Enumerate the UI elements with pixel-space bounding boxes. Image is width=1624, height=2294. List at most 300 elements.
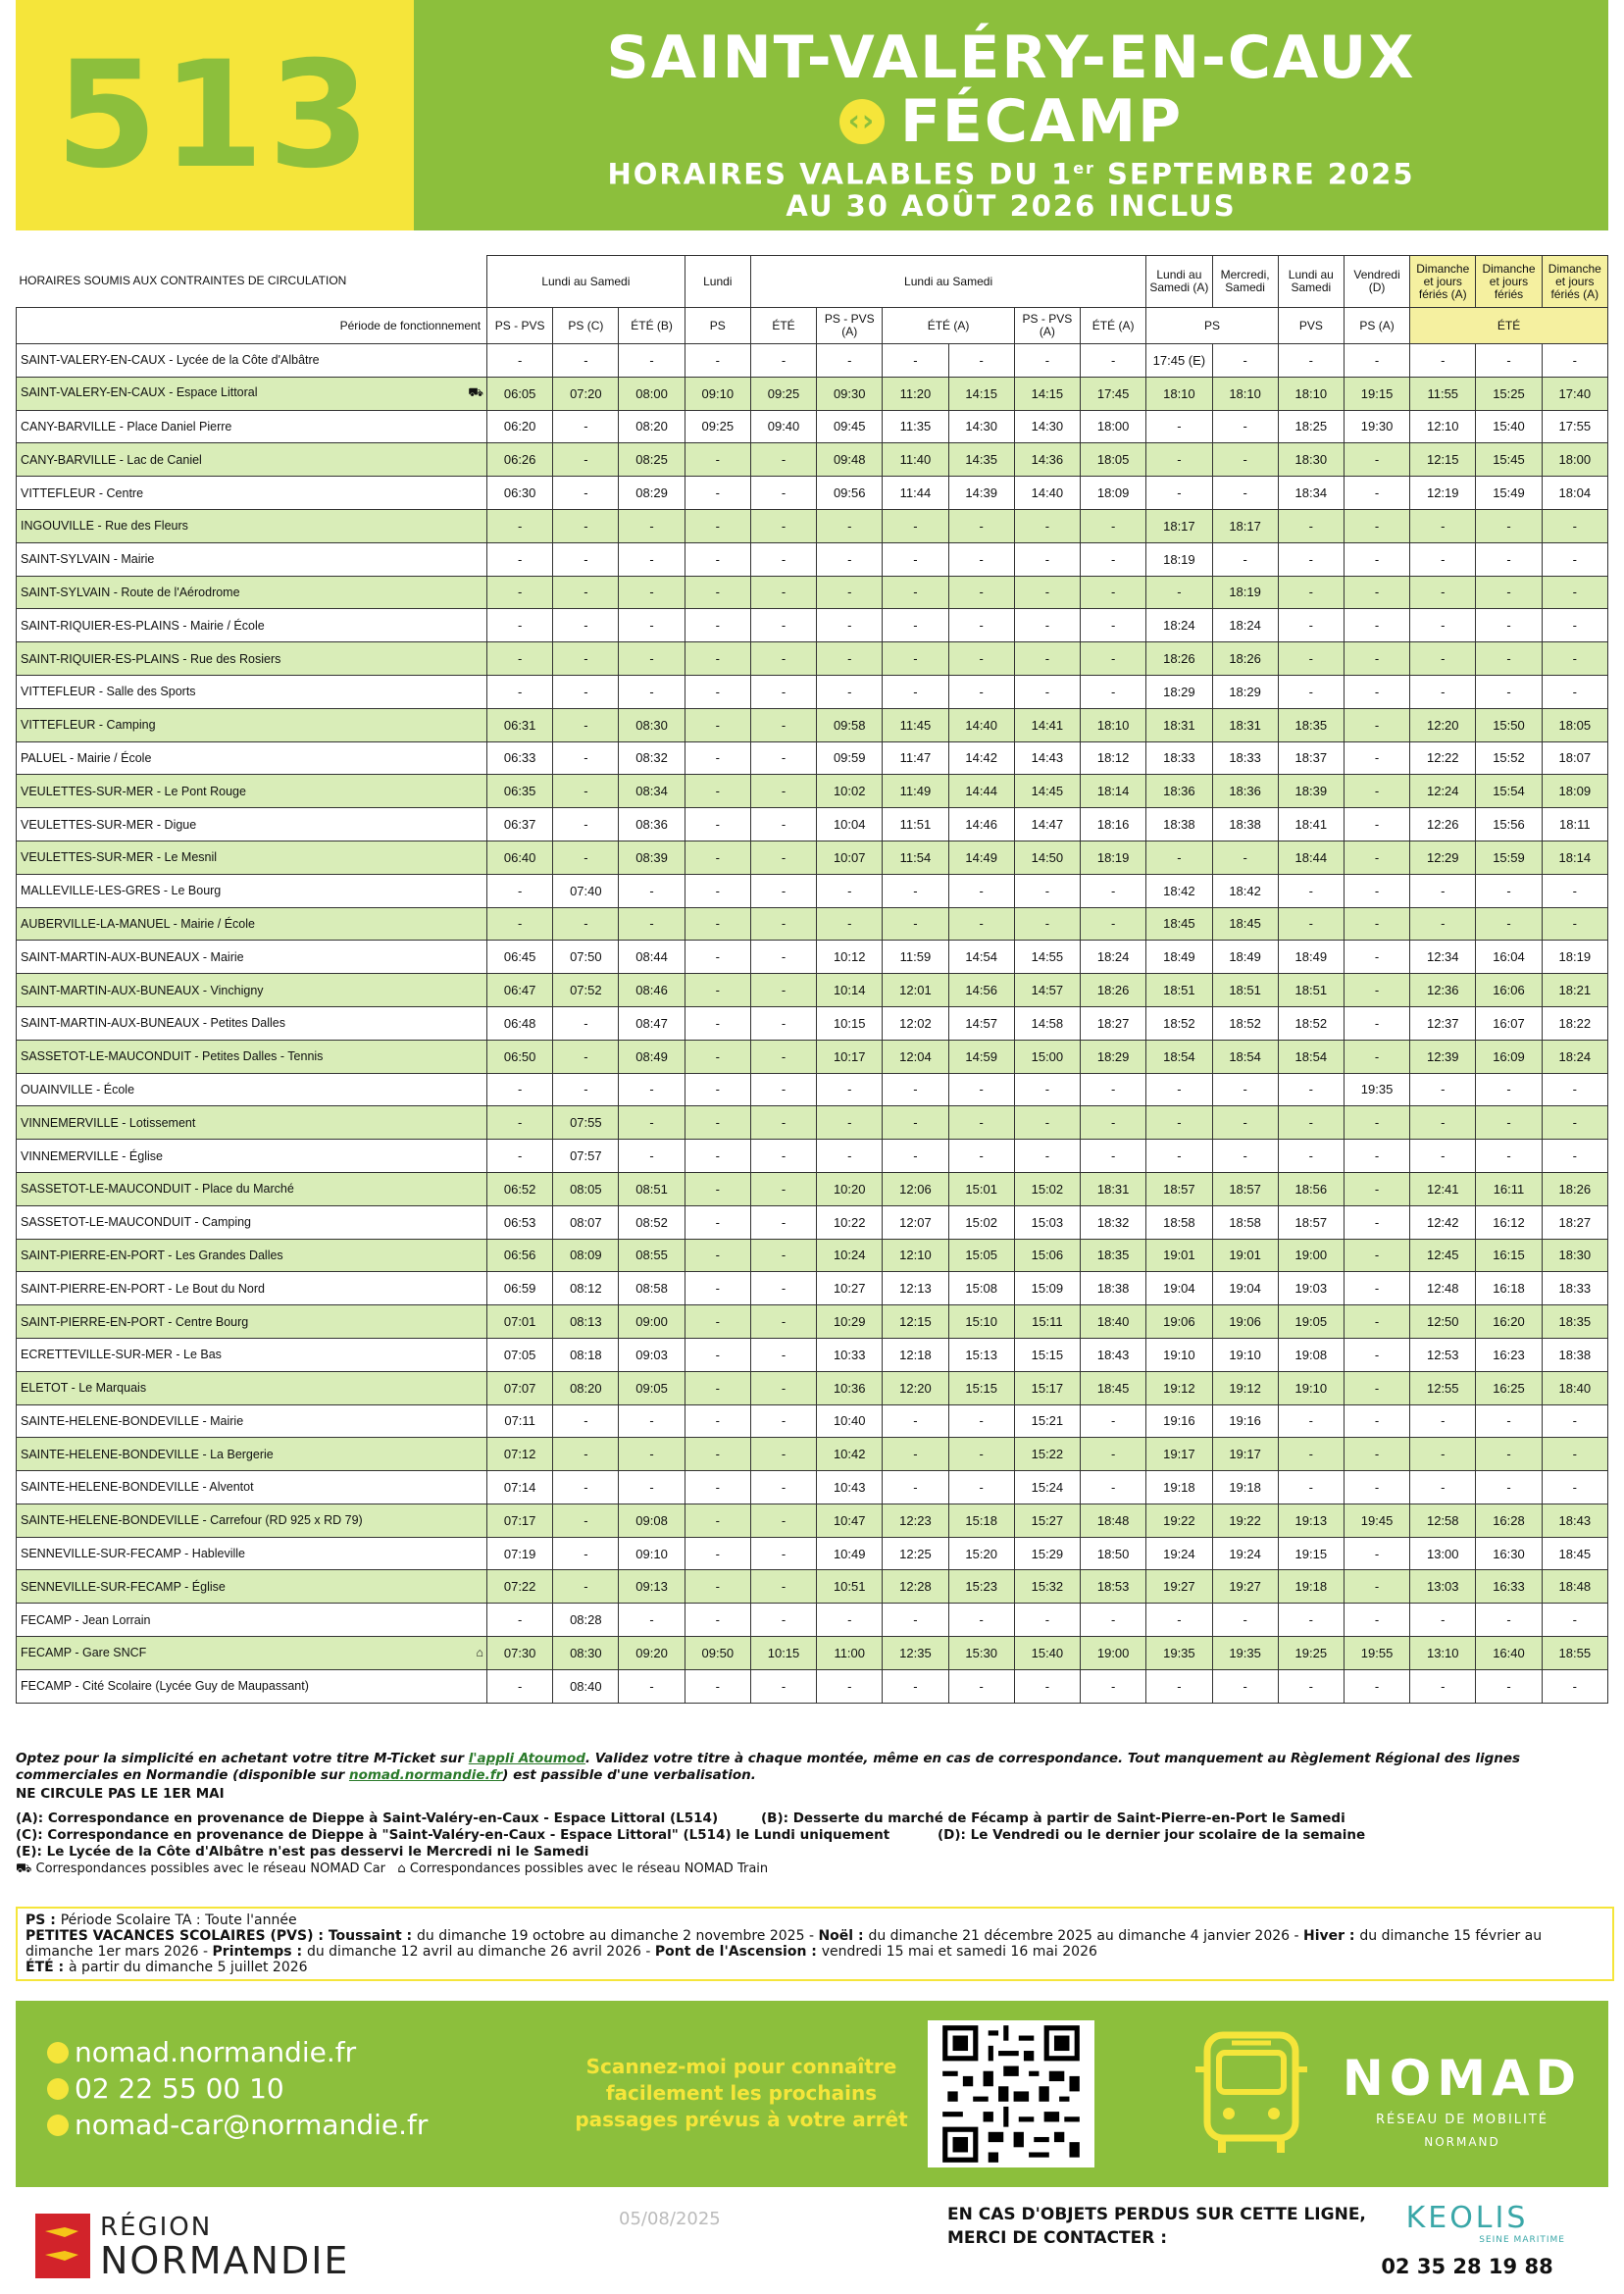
time-cell: -	[487, 1669, 553, 1703]
time-cell: -	[1212, 1106, 1278, 1140]
website-link[interactable]: nomad.normandie.fr	[75, 2036, 357, 2068]
time-cell: -	[883, 1404, 948, 1438]
time-cell: 19:17	[1146, 1438, 1212, 1471]
time-cell: 15:10	[948, 1305, 1014, 1339]
time-cell: 11:20	[883, 377, 948, 410]
time-cell: -	[1410, 609, 1476, 642]
table-row	[17, 1371, 1608, 1404]
time-cell: 08:20	[553, 1371, 619, 1404]
time-cell: 12:04	[883, 1040, 948, 1073]
time-cell: -	[1542, 609, 1607, 642]
time-cell: 07:01	[487, 1305, 553, 1339]
corner-label: HORAIRES SOUMIS AUX CONTRAINTES DE CIRCULATION	[17, 256, 487, 308]
time-cell: -	[685, 542, 750, 576]
time-cell: -	[1081, 1604, 1146, 1637]
time-cell: -	[750, 1404, 816, 1438]
time-cell: -	[1410, 642, 1476, 676]
time-cell: -	[948, 1438, 1014, 1471]
time-cell: -	[1344, 1172, 1409, 1205]
time-cell: 18:27	[1081, 1006, 1146, 1040]
time-cell: 11:44	[883, 477, 948, 510]
time-cell: 09:00	[619, 1305, 685, 1339]
time-cell: -	[1542, 874, 1607, 907]
time-cell: -	[750, 609, 816, 642]
time-cell: -	[1344, 1106, 1409, 1140]
footer	[16, 2001, 1608, 2187]
time-cell: 18:36	[1212, 775, 1278, 808]
time-cell: 19:27	[1212, 1570, 1278, 1604]
table-row	[17, 443, 1608, 477]
table-row	[17, 941, 1608, 974]
time-cell: -	[619, 509, 685, 542]
time-cell: 18:41	[1278, 808, 1344, 841]
table-row	[17, 907, 1608, 941]
time-cell: 15:59	[1476, 841, 1542, 874]
time-cell: 12:53	[1410, 1338, 1476, 1371]
time-cell: -	[487, 576, 553, 609]
time-cell: 19:17	[1212, 1438, 1278, 1471]
stop-name: VEULETTES-SUR-MER - Le Mesnil	[17, 841, 487, 874]
keolis-phone[interactable]: 02 35 28 19 88	[1381, 2255, 1553, 2278]
time-cell: -	[1410, 907, 1476, 941]
period-header: PS - PVS	[487, 308, 553, 344]
time-cell: 18:49	[1146, 941, 1212, 974]
time-cell: 18:58	[1146, 1205, 1212, 1239]
time-cell: 15:18	[948, 1504, 1014, 1537]
scan-text: Scannez-moi pour connaître facilement les prochains passages prévus à votre arrêt	[575, 2055, 908, 2131]
time-cell: -	[685, 708, 750, 741]
time-cell: -	[750, 344, 816, 378]
time-cell: 18:26	[1542, 1172, 1607, 1205]
table-row	[17, 576, 1608, 609]
time-cell: 18:25	[1278, 410, 1344, 443]
time-cell: 12:35	[883, 1637, 948, 1670]
table-row	[17, 808, 1608, 841]
time-cell: 10:27	[817, 1272, 883, 1305]
time-cell: 15:49	[1476, 477, 1542, 510]
time-cell: -	[685, 907, 750, 941]
nomad-logo	[1340, 2050, 1585, 2149]
time-cell: -	[1476, 344, 1542, 378]
period-header: ÉTÉ	[750, 308, 816, 344]
stop-name: SAINT-MARTIN-AUX-BUNEAUX - Petites Dalles	[17, 1006, 487, 1040]
time-cell: 18:48	[1542, 1570, 1607, 1604]
mail-icon	[47, 2115, 69, 2136]
time-cell: 06:37	[487, 808, 553, 841]
time-cell: 16:06	[1476, 974, 1542, 1007]
time-cell: -	[1344, 1040, 1409, 1073]
time-cell: -	[1542, 542, 1607, 576]
time-cell: 19:15	[1344, 377, 1409, 410]
time-cell: 19:35	[1212, 1637, 1278, 1670]
time-cell: 18:48	[1081, 1504, 1146, 1537]
table-row	[17, 1073, 1608, 1106]
time-cell: 16:30	[1476, 1537, 1542, 1570]
time-cell: 19:05	[1278, 1305, 1344, 1339]
time-cell: 14:43	[1014, 741, 1080, 775]
time-cell: -	[948, 1669, 1014, 1703]
stop-name: AUBERVILLE-LA-MANUEL - Mairie / École	[17, 907, 487, 941]
time-cell: -	[750, 1504, 816, 1537]
time-cell: 14:30	[948, 410, 1014, 443]
time-cell: 08:52	[619, 1205, 685, 1239]
time-cell: 12:22	[1410, 741, 1476, 775]
nomad-link[interactable]: nomad.normandie.fr	[348, 1767, 503, 1783]
time-cell: 08:44	[619, 941, 685, 974]
time-cell: 12:39	[1410, 1040, 1476, 1073]
time-cell: -	[685, 874, 750, 907]
time-cell: -	[1410, 344, 1476, 378]
table-row	[17, 1570, 1608, 1604]
time-cell: 18:10	[1081, 708, 1146, 741]
table-row	[17, 1106, 1608, 1140]
time-cell: -	[685, 1272, 750, 1305]
time-cell: 18:19	[1542, 941, 1607, 974]
time-cell: -	[948, 1140, 1014, 1173]
stop-name: ECRETTEVILLE-SUR-MER - Le Bas	[17, 1338, 487, 1371]
time-cell: 18:57	[1146, 1172, 1212, 1205]
time-cell: -	[1344, 1570, 1409, 1604]
time-cell: 18:35	[1278, 708, 1344, 741]
time-cell: 15:40	[1476, 410, 1542, 443]
time-cell: 15:20	[948, 1537, 1014, 1570]
time-cell: 08:28	[553, 1604, 619, 1637]
time-cell: 08:20	[619, 410, 685, 443]
time-cell: 16:07	[1476, 1006, 1542, 1040]
email-link[interactable]: nomad-car@normandie.fr	[75, 2109, 429, 2141]
time-cell: -	[1081, 1404, 1146, 1438]
time-cell: 15:56	[1476, 808, 1542, 841]
time-cell: -	[1081, 609, 1146, 642]
stop-name: VITTEFLEUR - Salle des Sports	[17, 675, 487, 708]
time-cell: 18:17	[1212, 509, 1278, 542]
time-cell: -	[1014, 1669, 1080, 1703]
time-cell: -	[817, 642, 883, 676]
time-cell: -	[948, 907, 1014, 941]
bidirectional-arrows-icon: ‹›	[839, 99, 885, 144]
time-cell: 15:08	[948, 1272, 1014, 1305]
time-cell: -	[1344, 1471, 1409, 1504]
time-cell: 08:05	[553, 1172, 619, 1205]
time-cell: 07:07	[487, 1371, 553, 1404]
time-cell: 09:20	[619, 1637, 685, 1670]
table-row	[17, 609, 1608, 642]
time-cell: 18:42	[1212, 874, 1278, 907]
period-header: PS	[685, 308, 750, 344]
time-cell: -	[1344, 1669, 1409, 1703]
time-cell: -	[1212, 1669, 1278, 1703]
time-cell: 18:17	[1146, 509, 1212, 542]
time-cell: -	[1278, 1106, 1344, 1140]
stop-name: SAINT-RIQUIER-ES-PLAINS - Mairie / École	[17, 609, 487, 642]
time-cell: 18:43	[1542, 1504, 1607, 1537]
time-cell: 19:01	[1212, 1239, 1278, 1272]
time-cell: 17:45	[1081, 377, 1146, 410]
time-cell: 12:50	[1410, 1305, 1476, 1339]
no-service-note: NE CIRCULE PAS LE 1ER MAI	[16, 1786, 225, 1802]
time-cell: -	[1344, 1140, 1409, 1173]
time-cell: -	[1146, 1604, 1212, 1637]
time-cell: 10:29	[817, 1305, 883, 1339]
time-cell: 14:42	[948, 741, 1014, 775]
time-cell: 18:24	[1542, 1040, 1607, 1073]
time-cell: -	[1542, 642, 1607, 676]
time-cell: -	[553, 542, 619, 576]
time-cell: -	[883, 576, 948, 609]
validity-line1: HORAIRES VALABLES DU 1er SEPTEMBRE 2025	[607, 157, 1415, 191]
time-cell: -	[1014, 874, 1080, 907]
time-cell: 18:45	[1081, 1371, 1146, 1404]
time-cell: -	[1344, 609, 1409, 642]
time-cell: -	[685, 974, 750, 1007]
time-cell: 08:12	[553, 1272, 619, 1305]
time-cell: -	[553, 1404, 619, 1438]
time-cell: -	[1344, 708, 1409, 741]
time-cell: -	[1014, 1140, 1080, 1173]
phone-number[interactable]: 02 22 55 00 10	[75, 2072, 284, 2105]
time-cell: -	[883, 1140, 948, 1173]
time-cell: 15:30	[948, 1637, 1014, 1670]
time-cell: 08:46	[619, 974, 685, 1007]
time-cell: -	[750, 542, 816, 576]
time-cell: -	[685, 841, 750, 874]
time-cell: -	[619, 1140, 685, 1173]
time-cell: -	[619, 642, 685, 676]
time-cell: -	[1081, 642, 1146, 676]
time-cell: -	[1410, 1106, 1476, 1140]
time-cell: 19:10	[1212, 1338, 1278, 1371]
time-cell: -	[883, 1471, 948, 1504]
time-cell: -	[1081, 874, 1146, 907]
time-cell: 18:24	[1146, 609, 1212, 642]
time-cell: 06:05	[487, 377, 553, 410]
time-cell: -	[1278, 642, 1344, 676]
time-cell: -	[685, 576, 750, 609]
time-cell: -	[487, 1106, 553, 1140]
time-cell: 08:36	[619, 808, 685, 841]
time-cell: -	[553, 477, 619, 510]
time-cell: 18:33	[1212, 741, 1278, 775]
stop-name: SAINT-MARTIN-AUX-BUNEAUX - Mairie	[17, 941, 487, 974]
table-row	[17, 509, 1608, 542]
time-cell: -	[1476, 1669, 1542, 1703]
time-cell: 18:55	[1542, 1637, 1607, 1670]
time-cell: 06:31	[487, 708, 553, 741]
time-cell: 10:14	[817, 974, 883, 1007]
time-cell: -	[553, 509, 619, 542]
time-cell: -	[1212, 841, 1278, 874]
time-cell: -	[487, 907, 553, 941]
table-row	[17, 410, 1608, 443]
time-cell: -	[1542, 1404, 1607, 1438]
time-cell: 14:41	[1014, 708, 1080, 741]
time-cell: -	[948, 874, 1014, 907]
table-row	[17, 1305, 1608, 1339]
atoumod-link[interactable]: l'appli Atoumod	[468, 1751, 585, 1766]
time-cell: -	[1344, 907, 1409, 941]
time-cell: -	[750, 1140, 816, 1173]
time-cell: -	[883, 1073, 948, 1106]
table-row	[17, 1040, 1608, 1073]
time-cell: 06:52	[487, 1172, 553, 1205]
time-cell: -	[883, 1106, 948, 1140]
time-cell: 12:25	[883, 1537, 948, 1570]
time-cell: 18:54	[1146, 1040, 1212, 1073]
stop-name: CANY-BARVILLE - Lac de Caniel	[17, 443, 487, 477]
time-cell: -	[1476, 576, 1542, 609]
time-cell: -	[1212, 1140, 1278, 1173]
time-cell: -	[750, 1006, 816, 1040]
time-cell: -	[1146, 1073, 1212, 1106]
time-cell: 10:43	[817, 1471, 883, 1504]
time-cell: 15:40	[1014, 1637, 1080, 1670]
time-cell: -	[1081, 1073, 1146, 1106]
time-cell: -	[553, 1570, 619, 1604]
time-cell: -	[1081, 509, 1146, 542]
stop-name: VEULETTES-SUR-MER - Le Pont Rouge	[17, 775, 487, 808]
time-cell: 18:26	[1146, 642, 1212, 676]
region-label: RÉGION	[100, 2213, 213, 2242]
time-cell: -	[883, 1438, 948, 1471]
time-cell: -	[750, 509, 816, 542]
time-cell: 18:12	[1081, 741, 1146, 775]
time-cell: 19:55	[1344, 1637, 1409, 1670]
time-cell: -	[685, 344, 750, 378]
time-cell: 15:52	[1476, 741, 1542, 775]
time-cell: -	[1146, 841, 1212, 874]
time-cell: 11:54	[883, 841, 948, 874]
qr-code[interactable]	[928, 2020, 1094, 2167]
time-cell: 14:35	[948, 443, 1014, 477]
time-cell: -	[750, 1669, 816, 1703]
time-cell: 14:57	[948, 1006, 1014, 1040]
time-cell: 08:09	[553, 1239, 619, 1272]
time-cell: 10:33	[817, 1338, 883, 1371]
table-row	[17, 1537, 1608, 1570]
time-cell: 18:32	[1081, 1205, 1146, 1239]
time-cell: -	[685, 609, 750, 642]
stop-name: MALLEVILLE-LES-GRES - Le Bourg	[17, 874, 487, 907]
time-cell: -	[553, 1537, 619, 1570]
time-cell: -	[883, 344, 948, 378]
time-cell: 15:02	[1014, 1172, 1080, 1205]
table-row	[17, 874, 1608, 907]
time-cell: 18:24	[1081, 941, 1146, 974]
table-row	[17, 1504, 1608, 1537]
day-header: Mercredi, Samedi	[1212, 256, 1278, 308]
nomad-brand: NOMAD	[1342, 2050, 1583, 2107]
train-icon: ⌂	[476, 1646, 484, 1660]
time-cell: -	[1278, 1438, 1344, 1471]
time-cell: 15:13	[948, 1338, 1014, 1371]
stop-name: VITTEFLEUR - Camping	[17, 708, 487, 741]
time-cell: 12:10	[883, 1239, 948, 1272]
time-cell: -	[619, 1604, 685, 1637]
time-cell: 14:49	[948, 841, 1014, 874]
table-row	[17, 1140, 1608, 1173]
stop-name: ELETOT - Le Marquais	[17, 1371, 487, 1404]
time-cell: -	[619, 344, 685, 378]
time-cell: 14:55	[1014, 941, 1080, 974]
time-cell: -	[750, 1040, 816, 1073]
time-cell: 07:22	[487, 1570, 553, 1604]
time-cell: 19:00	[1278, 1239, 1344, 1272]
time-cell: 12:28	[883, 1570, 948, 1604]
keolis-brand: KEOLIS	[1405, 2201, 1529, 2235]
time-cell: -	[685, 1040, 750, 1073]
period-header: PS	[1146, 308, 1278, 344]
time-cell: 12:15	[883, 1305, 948, 1339]
car-correspondence: Correspondances possibles avec le réseau NOMAD Car	[35, 1861, 386, 1876]
period-header: ÉTÉ (A)	[1081, 308, 1146, 344]
time-cell: -	[750, 1172, 816, 1205]
time-cell: 18:31	[1146, 708, 1212, 741]
stop-name: SENNEVILLE-SUR-FECAMP - Église	[17, 1570, 487, 1604]
table-row	[17, 642, 1608, 676]
time-cell: -	[1344, 941, 1409, 974]
time-cell: 12:06	[883, 1172, 948, 1205]
time-cell: 19:00	[1081, 1637, 1146, 1670]
time-cell: 15:27	[1014, 1504, 1080, 1537]
time-cell: -	[1014, 344, 1080, 378]
time-cell: 10:49	[817, 1537, 883, 1570]
time-cell: -	[750, 1438, 816, 1471]
time-cell: 06:53	[487, 1205, 553, 1239]
time-cell: 18:45	[1212, 907, 1278, 941]
time-cell: 14:44	[948, 775, 1014, 808]
time-cell: 14:58	[1014, 1006, 1080, 1040]
time-cell: 06:40	[487, 841, 553, 874]
time-cell: 16:33	[1476, 1570, 1542, 1604]
table-row	[17, 1637, 1608, 1670]
time-cell: 06:47	[487, 974, 553, 1007]
time-cell: 12:58	[1410, 1504, 1476, 1537]
time-cell: -	[619, 1073, 685, 1106]
time-cell: 19:35	[1344, 1073, 1409, 1106]
time-cell: -	[487, 675, 553, 708]
time-cell: 19:45	[1344, 1504, 1409, 1537]
time-cell: -	[750, 576, 816, 609]
time-cell: -	[750, 1106, 816, 1140]
time-cell: 18:16	[1081, 808, 1146, 841]
time-cell: -	[1278, 1073, 1344, 1106]
time-cell: 18:00	[1081, 410, 1146, 443]
day-header: Vendredi (D)	[1344, 256, 1409, 308]
time-cell: -	[1344, 1305, 1409, 1339]
time-cell: -	[1344, 344, 1409, 378]
time-cell: 19:16	[1212, 1404, 1278, 1438]
time-cell: -	[1278, 609, 1344, 642]
time-cell: -	[1476, 874, 1542, 907]
time-cell: 12:45	[1410, 1239, 1476, 1272]
time-cell: -	[750, 808, 816, 841]
time-cell: 18:56	[1278, 1172, 1344, 1205]
table-row	[17, 775, 1608, 808]
time-cell: -	[553, 1438, 619, 1471]
time-cell: -	[1410, 675, 1476, 708]
time-cell: -	[750, 841, 816, 874]
time-cell: 12:29	[1410, 841, 1476, 874]
time-cell: 11:55	[1410, 377, 1476, 410]
time-cell: 15:11	[1014, 1305, 1080, 1339]
time-cell: -	[553, 708, 619, 741]
time-cell: -	[1344, 1006, 1409, 1040]
stop-name: SASSETOT-LE-MAUCONDUIT - Camping	[17, 1205, 487, 1239]
time-cell: 08:55	[619, 1239, 685, 1272]
time-cell: 16:23	[1476, 1338, 1542, 1371]
time-cell: 11:47	[883, 741, 948, 775]
time-cell: -	[1542, 576, 1607, 609]
